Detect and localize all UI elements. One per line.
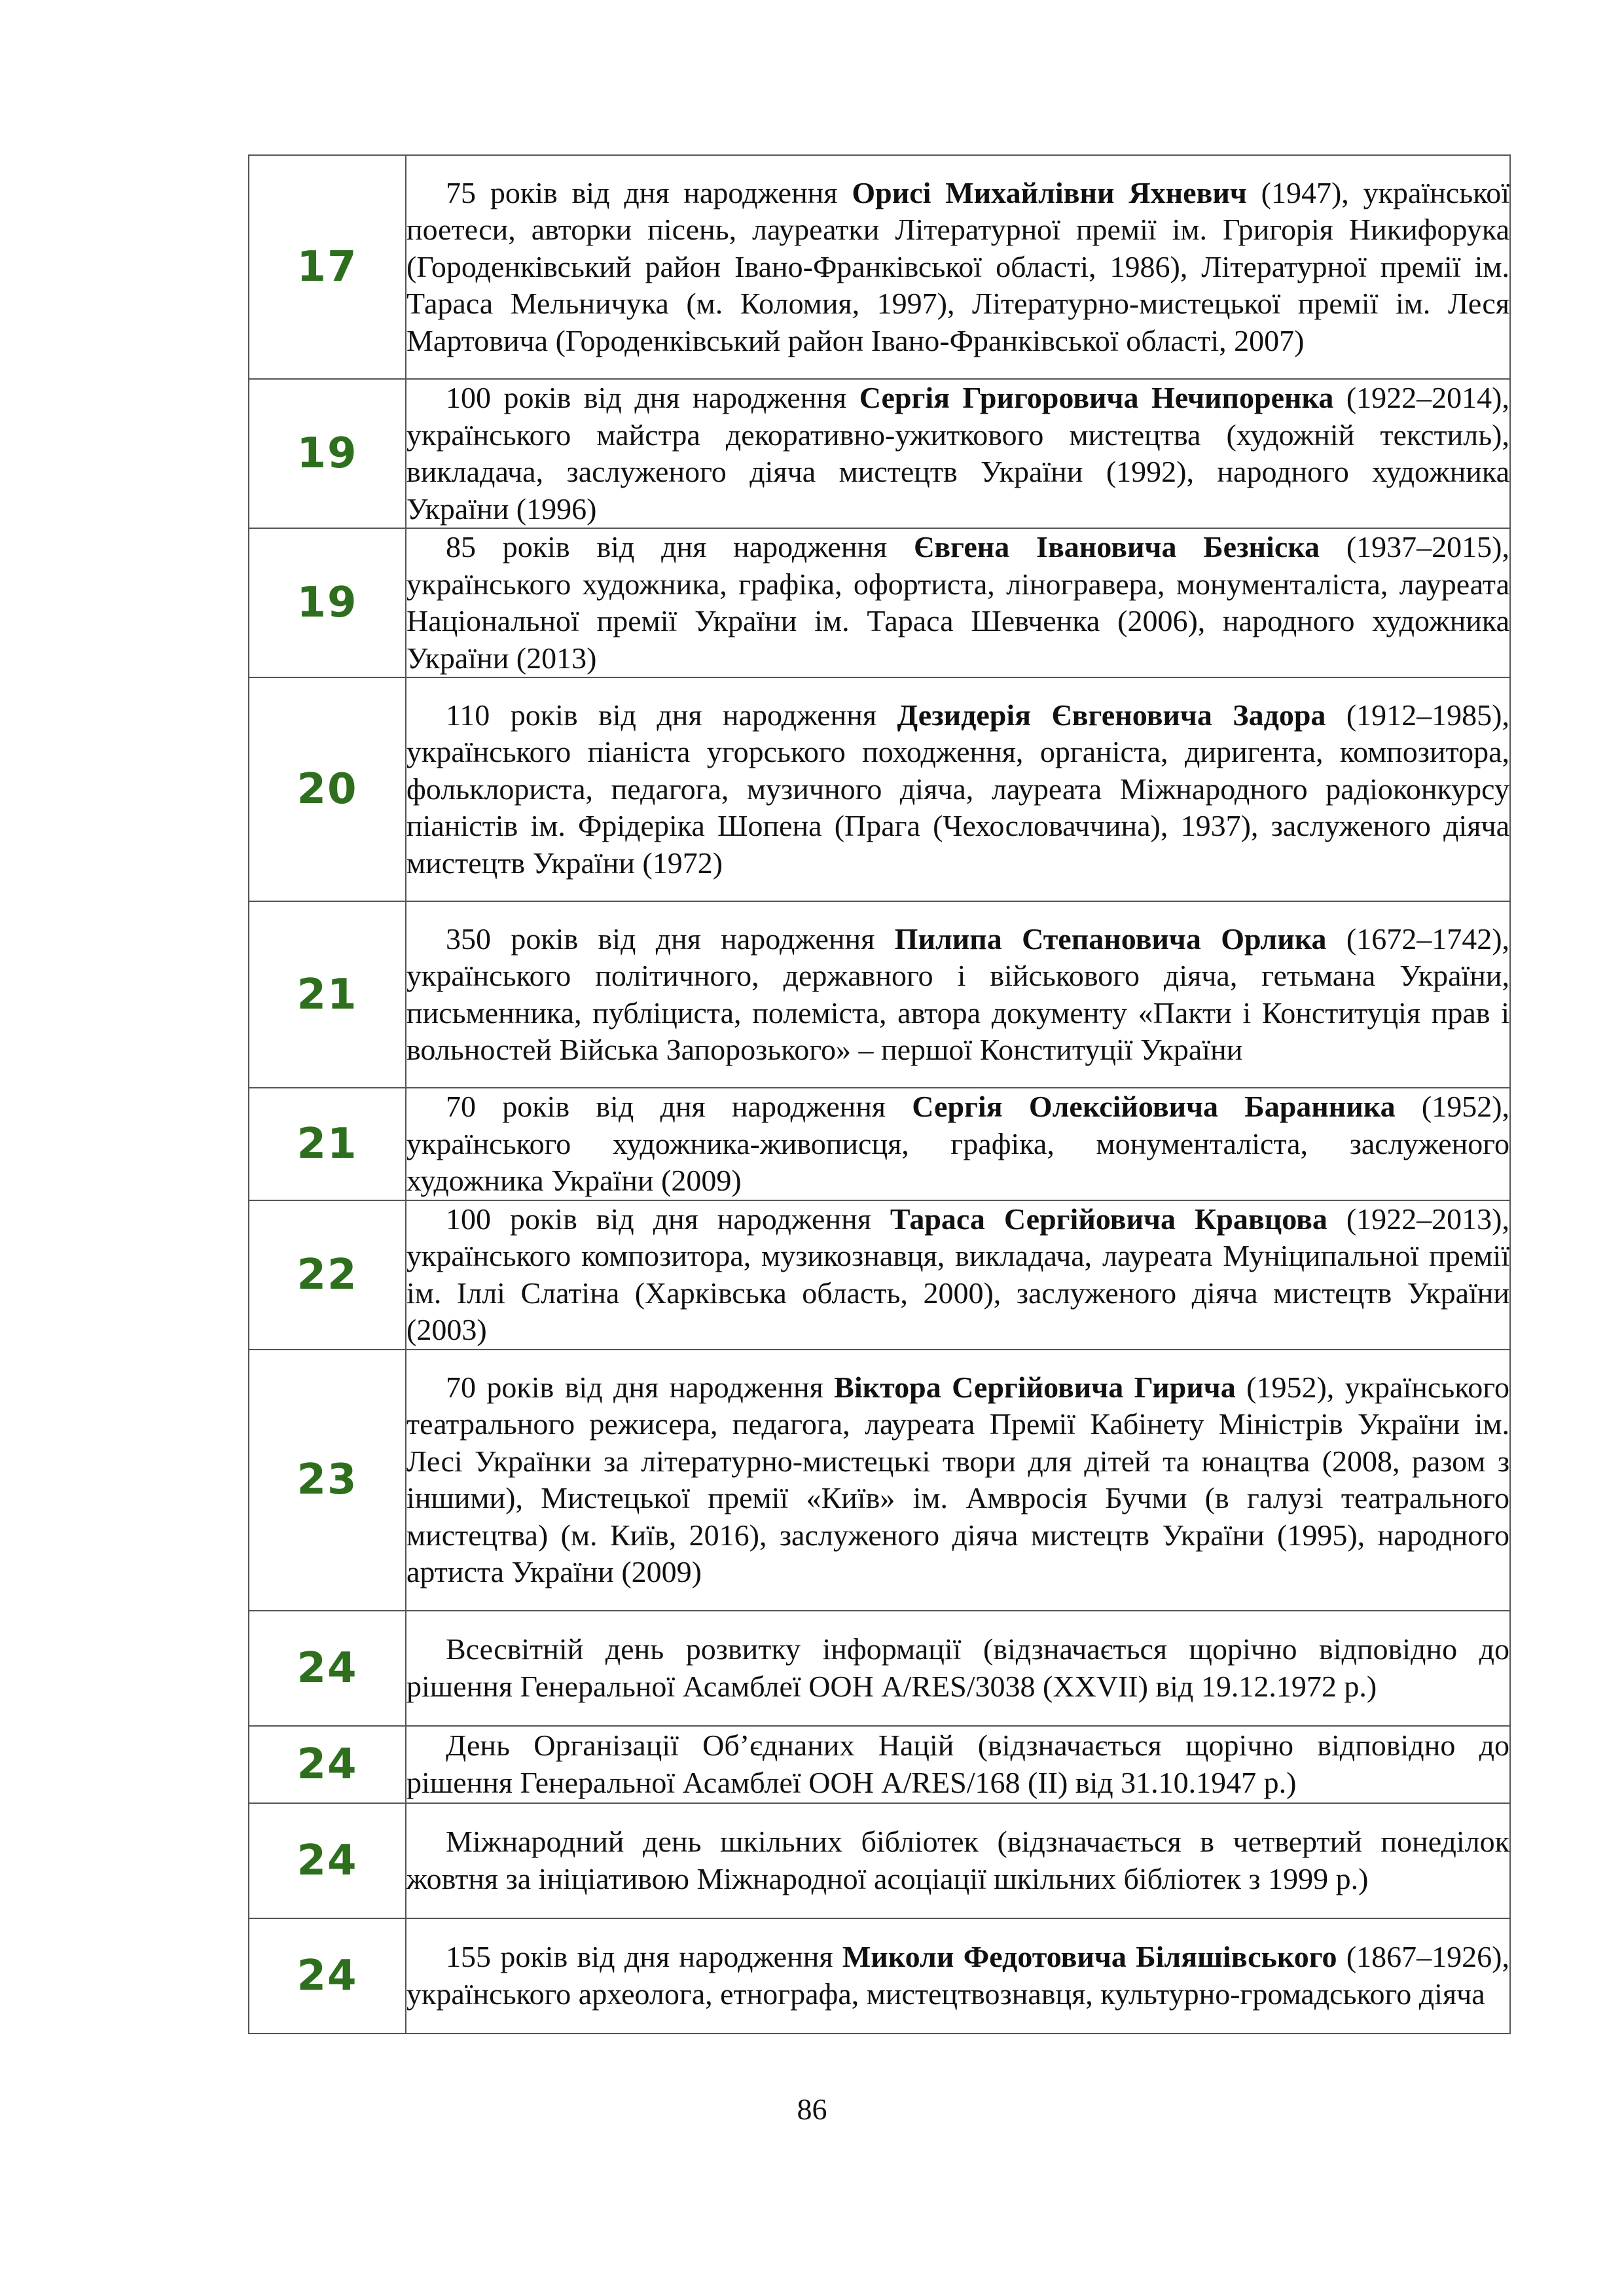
person-name: Сергія Григоровича Нечипоренка — [859, 381, 1334, 414]
event-description — [406, 901, 1510, 1088]
event-description — [406, 528, 1510, 677]
description-lead: Всесвітній день розвитку інформації (відзначається щорічно відповідно до рішення Генеральної Асамблеї ООН A/RES/3038 (XXVII) від 19.12.1972 р.) — [406, 1632, 1509, 1703]
table-row — [249, 1726, 1510, 1803]
event-description — [406, 1088, 1510, 1200]
description-lead: 70 років від дня народження — [446, 1370, 835, 1404]
description-lead: 100 років від дня народження — [446, 1202, 890, 1236]
day-number: 19 — [249, 528, 406, 677]
description-tail: (1922–2013), українського композитора, музикознавця, викладача, лауреата Муніципальної премії ім. Іллі Слатіна (Харківська область, 2000), заслуженого діяча мистецтв України (2003) — [406, 1202, 1509, 1346]
table-row — [249, 1611, 1510, 1726]
day-number: 23 — [249, 1350, 406, 1611]
day-number: 24 — [249, 1918, 406, 2034]
event-description — [406, 1726, 1510, 1803]
description-tail: (1912–1985), українського піаніста угорського походження, органіста, диригента, композитора, фольклориста, педагога, музичного діяча, лауреата Міжнародного радіоконкурсу піаністів ім. Фрідеріка Шопена (Прага (Чехословаччина), 1937), заслуженого діяча мистецтв України (1972) — [406, 698, 1509, 880]
day-number: 24 — [249, 1803, 406, 1918]
page-number: 86 — [797, 2092, 827, 2126]
person-name: Дезидерія Євгеновича Задора — [897, 698, 1326, 732]
description-tail: (1867–1926), українського археолога, етнографа, мистецтвознавця, культурно-громадського діяча — [406, 1940, 1509, 2011]
description-tail: (1952), українського художника-живописця, графіка, монументаліста, заслуженого художника України (2009) — [406, 1090, 1510, 1197]
description-tail: (1672–1742), українського політичного, державного і військового діяча, гетьмана України, письменника, публіциста, полеміста, автора документу «Пакти і Конституція прав і вольностей Війська Запорозького» – першої Конституції України — [406, 922, 1510, 1066]
event-description — [406, 1611, 1510, 1726]
event-description — [406, 1918, 1510, 2034]
event-description — [406, 379, 1510, 528]
day-number: 22 — [249, 1200, 406, 1350]
description-lead: Міжнародний день шкільних бібліотек (відзначається в четвертий понеділок жовтня за ініціативою Міжнародної асоціації шкільних бібліотек з 1999 р.) — [406, 1825, 1509, 1895]
description-tail: (1937–2015), українського художника, графіка, офортиста, ліногравера, монументаліста, лауреата Національної премії України ім. Тараса Шевченка (2006), народного художника України (2013) — [406, 530, 1509, 675]
table-row — [249, 1803, 1510, 1918]
day-number: 19 — [249, 379, 406, 528]
person-name: Миколи Федотовича Біляшівського — [842, 1940, 1337, 1973]
description-lead: 75 років від дня народження — [446, 175, 852, 209]
event-description — [406, 677, 1510, 901]
person-name: Євгена Івановича Безніска — [914, 530, 1320, 564]
day-number: 24 — [249, 1611, 406, 1726]
description-lead: 100 років від дня народження — [446, 381, 859, 414]
table-row — [249, 1088, 1510, 1200]
description-lead: 70 років від дня народження — [446, 1090, 912, 1123]
description-lead: 85 років від дня народження — [446, 530, 914, 564]
event-description — [406, 155, 1510, 379]
day-number: 24 — [249, 1726, 406, 1803]
table-row — [249, 677, 1510, 901]
table-row — [249, 528, 1510, 677]
description-lead: 110 років від дня народження — [446, 698, 897, 732]
description-lead: 155 років від дня народження — [446, 1940, 842, 1973]
day-number: 17 — [249, 155, 406, 379]
day-number: 20 — [249, 677, 406, 901]
description-lead: 350 років від дня народження — [446, 922, 895, 956]
table-row — [249, 1918, 1510, 2034]
event-description — [406, 1803, 1510, 1918]
day-number: 21 — [249, 901, 406, 1088]
description-tail: (1947), української поетеси, авторки пісень, лауреатки Літературної премії ім. Григорія Никифорука (Городенківський район Івано-Франківської області, 1986), Літературної премії ім. Тараса Мельничука (м. Коломия, 1997), Літературно-мистецької премії ім. Леся Мартовича (Городенківський район Івано-Франківської області, 2007) — [406, 175, 1510, 357]
table-row — [249, 1200, 1510, 1350]
table-row — [249, 1350, 1510, 1611]
table-row — [249, 155, 1510, 379]
calendar-table — [248, 154, 1511, 2034]
person-name: Пилипа Степановича Орлика — [894, 922, 1327, 956]
table-row — [249, 901, 1510, 1088]
table-row — [249, 379, 1510, 528]
person-name: Віктора Сергійовича Гирича — [834, 1370, 1236, 1404]
event-description — [406, 1200, 1510, 1350]
event-description — [406, 1350, 1510, 1611]
person-name: Орисі Михайлівни Яхневич — [852, 175, 1247, 209]
day-number: 21 — [249, 1088, 406, 1200]
description-tail: (1952), українського театрального режисера, педагога, лауреата Премії Кабінету Міністрів України ім. Лесі Українки за літературно-мистецькі твори для дітей та юнацтва (2008, разом з іншими), Мистецької премії «Київ» ім. Амвросія Бучми (в галузі театрального мистецтва) (м. Київ, 2016), заслуженого діяча мистецтв України (1995), народного артиста України (2009) — [406, 1370, 1510, 1588]
person-name: Сергія Олексійовича Баранника — [912, 1090, 1396, 1123]
person-name: Тараса Сергійовича Кравцова — [890, 1202, 1327, 1236]
description-tail: (1922–2014), українського майстра декоративно-ужиткового мистецтва (художній текстиль), викладача, заслуженого діяча мистецтв України (1992), народного художника України (1996) — [406, 381, 1509, 526]
description-lead: День Організації Об’єднаних Націй (відзначається щорічно відповідно до рішення Генеральної Асамблеї ООН A/RES/168 (II) від 31.10.1947 р.) — [406, 1729, 1509, 1799]
